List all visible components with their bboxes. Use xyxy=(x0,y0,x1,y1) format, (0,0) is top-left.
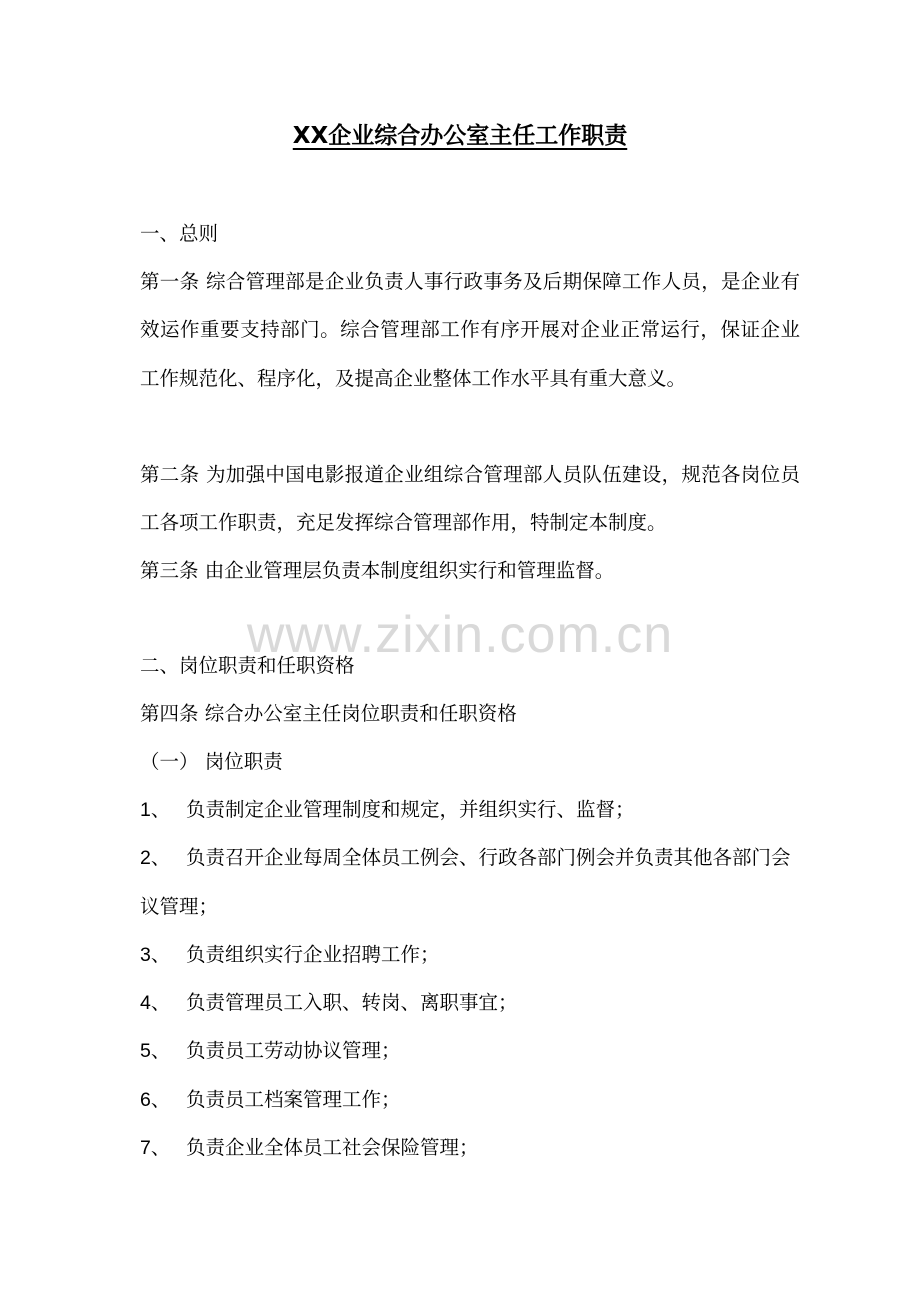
list-item-text: 负责管理员工入职、转岗、离职事宜； xyxy=(186,991,518,1015)
section-1-heading: 一、总则 xyxy=(140,222,219,245)
list-item-text: 负责组织实行企业招聘工作； xyxy=(186,942,440,966)
article-1: 第一条 综合管理部是企业负责人事行政事务及后期保障工作人员，是企业有效运作重要支持部门。综合管理部工作有序开展对企业正常运行，保证企业工作规范化、程序化，及提高企业整体工作水平具有重大意义。 xyxy=(140,270,800,390)
article-2: 第二条 为加强中国电影报道企业组综合管理部人员队伍建设，规范各岗位员工各项工作职责，充足发挥综合管理部作用，特制定本制度。 xyxy=(140,463,800,535)
list-item xyxy=(140,1124,800,1172)
list-item-number: 1、 xyxy=(140,799,171,821)
list-item xyxy=(140,1076,800,1124)
list-item-text: 负责召开企业每周全体员工例会、行政各部门例会并负责其他各部门会议管理； xyxy=(140,846,791,918)
watermark: www.zixin.com.cn xyxy=(246,606,674,664)
list-item xyxy=(140,931,800,979)
list-item-number: 7、 xyxy=(140,1137,171,1160)
document-title-text: XX企业综合办公室主任工作职责 xyxy=(292,123,628,149)
list-item-number: 5、 xyxy=(140,1040,171,1063)
document-title xyxy=(0,118,920,154)
list-item-number: 4、 xyxy=(140,992,171,1015)
duty-list xyxy=(140,786,800,1172)
subsection-1-heading: （一） 岗位职责 xyxy=(140,750,283,773)
list-item xyxy=(140,1027,800,1075)
list-item-text: 负责企业全体员工社会保险管理； xyxy=(186,1136,479,1160)
list-item xyxy=(140,834,800,931)
list-item-number: 6、 xyxy=(140,1088,171,1111)
section-2-heading: 二、岗位职责和任职资格 xyxy=(140,654,355,677)
list-item xyxy=(140,979,800,1027)
article-3: 第三条 由企业管理层负责本制度组织实行和管理监督。 xyxy=(140,559,615,582)
list-item-number: 3、 xyxy=(140,943,171,966)
list-item-text: 负责员工劳动协议管理； xyxy=(186,1039,401,1063)
list-item-text: 负责员工档案管理工作； xyxy=(186,1087,401,1111)
list-item xyxy=(140,786,800,834)
list-item-text: 负责制定企业管理制度和规定，并组织实行、监督； xyxy=(186,798,635,821)
list-item-number: 2、 xyxy=(140,847,171,870)
article-4: 第四条 综合办公室主任岗位职责和任职资格 xyxy=(140,702,517,725)
